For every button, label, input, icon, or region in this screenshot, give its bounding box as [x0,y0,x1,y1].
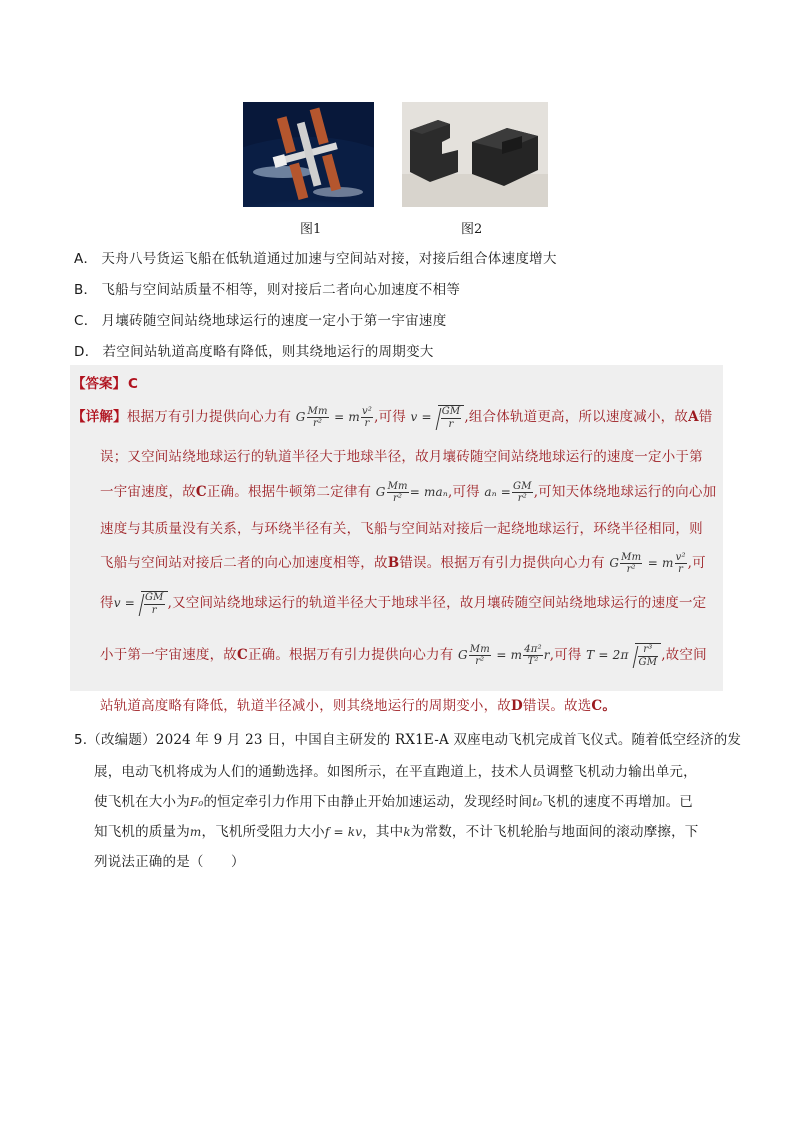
detail-text: 飞船与空间站对接后二者的向心加速度相等，故 [100,555,388,571]
question-text: 的恒定牵引力作用下由静止开始加速运动，发现经时间 [203,794,533,810]
answer-label: 【答案】 [72,376,126,392]
numerator: r³ [638,644,659,657]
detail-text: 错误。故选 [522,698,592,714]
figure-1-caption: 图1 [300,222,322,237]
math-symbol: G [609,556,620,570]
formula-fraction [361,406,373,430]
numerator: Mm [307,405,328,417]
answer-value: C [128,376,138,392]
detail-line-1 [72,405,712,430]
formula-fraction [620,552,642,576]
detail-line-2: 误；又空间站绕地球运行的轨道半径大于地球半径，故月壤砖随空间站绕地球运行的速度一定小于第 [100,449,703,465]
question-5-line-4 [94,820,699,840]
detail-text: 根据万有引力提供向心力有 [126,409,292,425]
detail-text: ,组合体轨道更高，所以速度减小，故 [464,409,689,425]
detail-text: ,又空间站绕地球运行的轨道半径大于地球半径，故月壤砖随空间站绕地球运行的速度一定 [167,595,707,611]
detail-text: ,故空间 [661,647,707,663]
option-letter: C． [74,313,98,329]
detail-label: 【详解】 [72,409,127,425]
question-text: 为常数，不计飞机轮胎与地面间的滚动摩擦，下 [410,824,699,840]
detail-text: 站轨道高度略有降低，轨道半径减小，则其绕地运行的周期变小，故 [100,698,511,714]
denominator: r [678,564,684,575]
space-station-image [243,102,374,207]
detail-line-7 [100,643,707,668]
question-5-line-2: 展，电动飞机将成为人们的通勤选择。如图所示，在平直跑道上，技术人员调整飞机动力输出单元， [94,764,697,780]
denominator: r [364,418,370,429]
answer-line [72,372,138,392]
option-letter: A． [74,251,98,267]
detail-text: ,可得 [549,647,582,663]
denominator: r² [393,493,403,504]
math-symbol: = m [334,410,360,424]
option-c [74,309,447,329]
option-text: 若空间站轨道高度略有降低，则其绕地运行的周期变大 [102,344,434,360]
option-text: 飞船与空间站质量不相等，则对接后二者向心加速度不相等 [101,282,461,298]
question-text: ，飞机所受阻力大小 [201,824,325,840]
option-text: 天舟八号货运飞船在低轨道通过加速与空间站对接，对接后组合体速度增大 [101,251,557,267]
detail-line-3 [100,480,716,505]
numerator: GM [513,480,532,492]
detail-line-4: 速度与其质量没有关系，与环绕半径有关，飞船与空间站对接后一起绕地球运行，环绕半径相同，则 [100,521,703,537]
denominator: r [448,418,454,430]
math-symbol: m [189,825,202,839]
math-symbol: G [295,410,306,424]
sqrt-formula [635,643,662,668]
detail-letter: C [237,647,248,663]
math-symbol: k [403,825,411,839]
question-text: 知飞机的质量为 [94,824,190,840]
formula-fraction [469,644,491,668]
math-symbol: F₀ [189,795,204,809]
detail-text: 一宇宙速度，故 [100,484,196,500]
denominator: T² [527,656,539,667]
formula-fraction [144,592,165,616]
denominator: r² [626,564,636,575]
detail-text: 错 [698,409,713,425]
denominator: r [151,604,157,616]
detail-text: ,可 [687,555,706,571]
math-symbol: f = kv [324,825,363,839]
math-symbol: t₀ [532,795,543,809]
question-5-line-3 [94,790,693,810]
question-5-line-1 [74,728,741,748]
math-symbol: G [457,648,468,662]
option-letter: D． [74,344,99,360]
figure-group [243,102,549,237]
denominator: GM [638,656,658,668]
option-d [74,340,434,360]
numerator: GM [144,592,164,603]
lunar-soil-brick-image [402,102,548,207]
formula-fraction [512,481,533,505]
detail-text: 得 [100,595,114,611]
answer-section [70,365,723,691]
formula-fraction [441,406,462,430]
detail-text: 小于第一宇宙速度，故 [100,647,237,663]
math-symbol: v = [113,596,135,610]
detail-text: ,可得 [374,409,406,425]
question-5-line-5: 列说法正确的是（ ） [94,854,245,870]
question-text: 飞机的速度不再增加。已 [542,794,694,810]
numerator: v² [362,405,373,417]
numerator: 4π² [524,643,542,655]
option-letter: B． [74,282,98,298]
detail-letter: C。 [591,698,617,714]
detail-letter: B [387,555,400,571]
question-text: （改编题）2024 年 9 月 23 日，中国自主研发的 RX1E-A 双座电动飞机完成首飞仪式。随着低空经济的发 [87,732,742,748]
formula-fraction [675,552,687,576]
detail-letter: A [688,409,699,425]
numerator: Mm [621,551,642,563]
question-number: 5. [74,732,88,748]
question-text: ，其中 [362,824,404,840]
figure-2-caption: 图2 [461,222,483,237]
option-b [74,278,460,298]
math-symbol: = m [647,556,674,570]
formula-fraction [307,406,329,430]
detail-text: 正确。根据万有引力提供向心力有 [247,647,454,663]
denominator: r² [475,656,485,667]
sqrt-formula [141,591,168,616]
sqrt-formula [438,405,465,430]
detail-letter: D [511,698,523,714]
detail-letter: C [195,484,207,500]
formula-fraction [387,481,409,505]
detail-line-8 [100,694,616,714]
math-symbol: v = [410,410,432,424]
denominator: r² [312,418,323,429]
math-symbol: aₙ = [484,485,512,499]
math-symbol: T = 2π [586,648,629,662]
math-symbol: = m [496,648,523,662]
math-symbol: r [543,648,550,662]
numerator: Mm [469,643,490,655]
math-symbol: = maₙ [409,485,448,499]
option-text: 月壤砖随空间站绕地球运行的速度一定小于第一宇宙速度 [101,313,447,329]
formula-fraction [523,644,543,668]
detail-text: ,可知天体绕地球运行的向心加 [533,484,717,500]
question-text: 使飞机在大小为 [94,794,190,810]
detail-line-6 [100,591,706,616]
detail-text: 错误。根据万有引力提供向心力有 [399,555,605,571]
numerator: Mm [387,480,408,492]
detail-text: ,可得 [447,484,480,500]
formula-fraction [638,644,659,668]
detail-text: 正确。根据牛顿第二定律有 [206,484,372,500]
numerator: v² [675,551,686,563]
math-symbol: G [375,485,386,499]
denominator: r² [517,493,527,504]
numerator: GM [441,406,461,417]
option-a [74,247,557,267]
detail-line-5 [100,551,706,576]
